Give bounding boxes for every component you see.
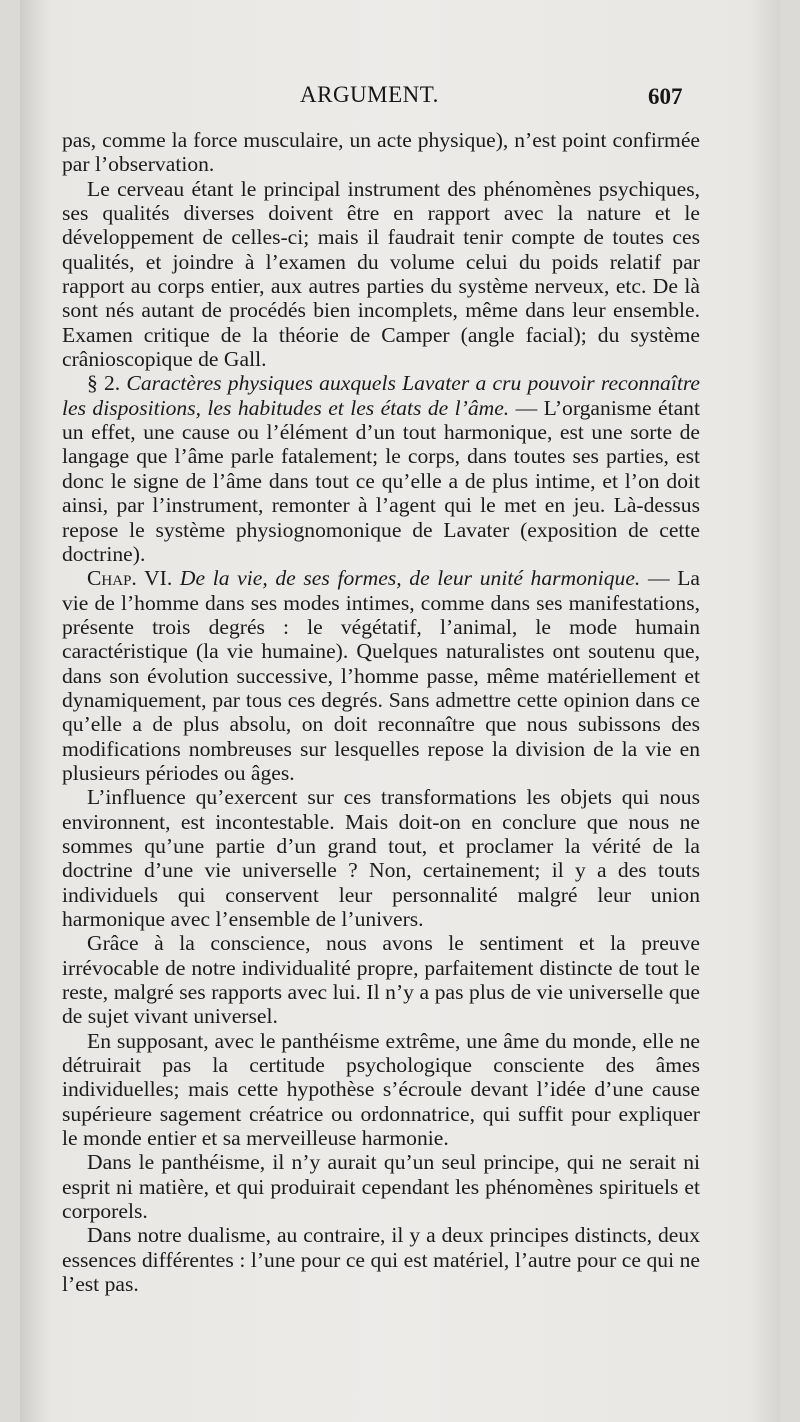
paragraph-5 <box>62 785 700 931</box>
paragraph-6 <box>62 931 700 1028</box>
chapter-6-paragraph <box>62 566 700 785</box>
chapter-heading: De la vie, de ses formes, de leur unité harmonique. <box>179 566 641 591</box>
paragraph-text: Dans le panthéisme, il n’y aurait qu’un seul principe, qui ne serait ni esprit ni matière, et qui produirait cependant les phénomènes spirituels et corporels. <box>62 1150 700 1224</box>
section-label: § 2. <box>87 371 121 396</box>
paragraph-9 <box>62 1223 700 1296</box>
page-number: 607 <box>648 84 683 109</box>
chapter-label: Chap. VI. <box>87 566 173 591</box>
paragraph-text: L’influence qu’exercent sur ces transformations les objets qui nous environnent, est incontestable. Mais doit-on en conclure que nous ne sommes qu’une partie d’un grand tout, et proclamer la vérité de la doctrine d’une vie universelle ? Non, certainement; il y a des touts individuels qui conservent leur personnalité malgré leur union harmonique avec l’ensemble de l’univers. <box>62 785 700 931</box>
section-heading: Caractères physiques auxquels Lavater a cru pouvoir reconnaître les dispositions, les habitudes et les états de l’âme. <box>62 371 701 420</box>
paragraph-text: pas, comme la force musculaire, un acte physique), n’est point confirmée par l’observation. <box>62 128 700 177</box>
page-header <box>20 82 780 122</box>
paragraph-text: Grâce à la conscience, nous avons le sentiment et la preuve irrévocable de notre individualité propre, parfaitement distincte de tout le reste, malgré ses rapports avec lui. Il n’y a pas plus de vie universelle que de sujet vivant universel. <box>62 931 700 1029</box>
paragraph-7 <box>62 1029 700 1151</box>
paragraph-1 <box>62 128 700 177</box>
section-2-paragraph <box>62 371 700 566</box>
paragraph-8 <box>62 1150 700 1223</box>
paragraph-text: En supposant, avec le panthéisme extrême, une âme du monde, elle ne détruirait pas la certitude psychologique consciente des âmes individuelles; mais cette hypothèse s’écroule devant l’idée d’une cause supérieure sagement créatrice ou ordonnatrice, qui suffit pour expliquer le monde entier et sa merveilleuse harmonie. <box>62 1028 700 1151</box>
paragraph-text: — L’organisme étant un effet, une cause ou l’élément d’un tout harmonique, est une sorte de langage que l’âme parle fatalement; le corps, dans toutes ses parties, est donc le signe de l’âme dans tout ce qu’elle a de plus intime, et l’on doit ainsi, par l’instrument, remonter à l’agent qui le met en jeu. Là-dessus repose le système physiognomonique de Lavater (exposition de cette doctrine). <box>62 395 700 566</box>
paragraph-2 <box>62 177 700 372</box>
running-title: ARGUMENT. <box>300 82 439 107</box>
book-page <box>20 0 780 1422</box>
paragraph-text: — La vie de l’homme dans ses modes intimes, comme dans ses manifestations, présente trois degrés : le végétatif, l’animal, le mode humain caractéristique (la vie humaine). Quelques naturalistes ont soutenu que, dans son évolution successive, l’homme passe, même matériellement et dynamiquement, par tous ces degrés. Sans admettre cette opinion dans ce qu’elle a de plus absolu, on doit reconnaître que nous subissons des modifications nombreuses sur lesquelles repose la division de la vie en plusieurs périodes ou âges. <box>62 566 700 785</box>
body-text <box>62 128 700 1297</box>
paragraph-text: Le cerveau étant le principal instrument des phénomènes psychiques, ses qualités diverses doivent être en rapport avec la nature et le développement de celles-ci; mais il faudrait tenir compte de toutes ces qualités, et joindre à l’examen du volume celui du poids relatif par rapport au corps entier, aux autres parties du système nerveux, etc. De là sont nés autant de procédés bien incomplets, même dans leur ensemble. Examen critique de la théorie de Camper (angle facial); du système crânioscopique de Gall. <box>62 176 700 372</box>
paragraph-text: Dans notre dualisme, au contraire, il y a deux principes distincts, deux essences différentes : l’une pour ce qui est matériel, l’autre pour ce qui ne l’est pas. <box>62 1223 700 1297</box>
